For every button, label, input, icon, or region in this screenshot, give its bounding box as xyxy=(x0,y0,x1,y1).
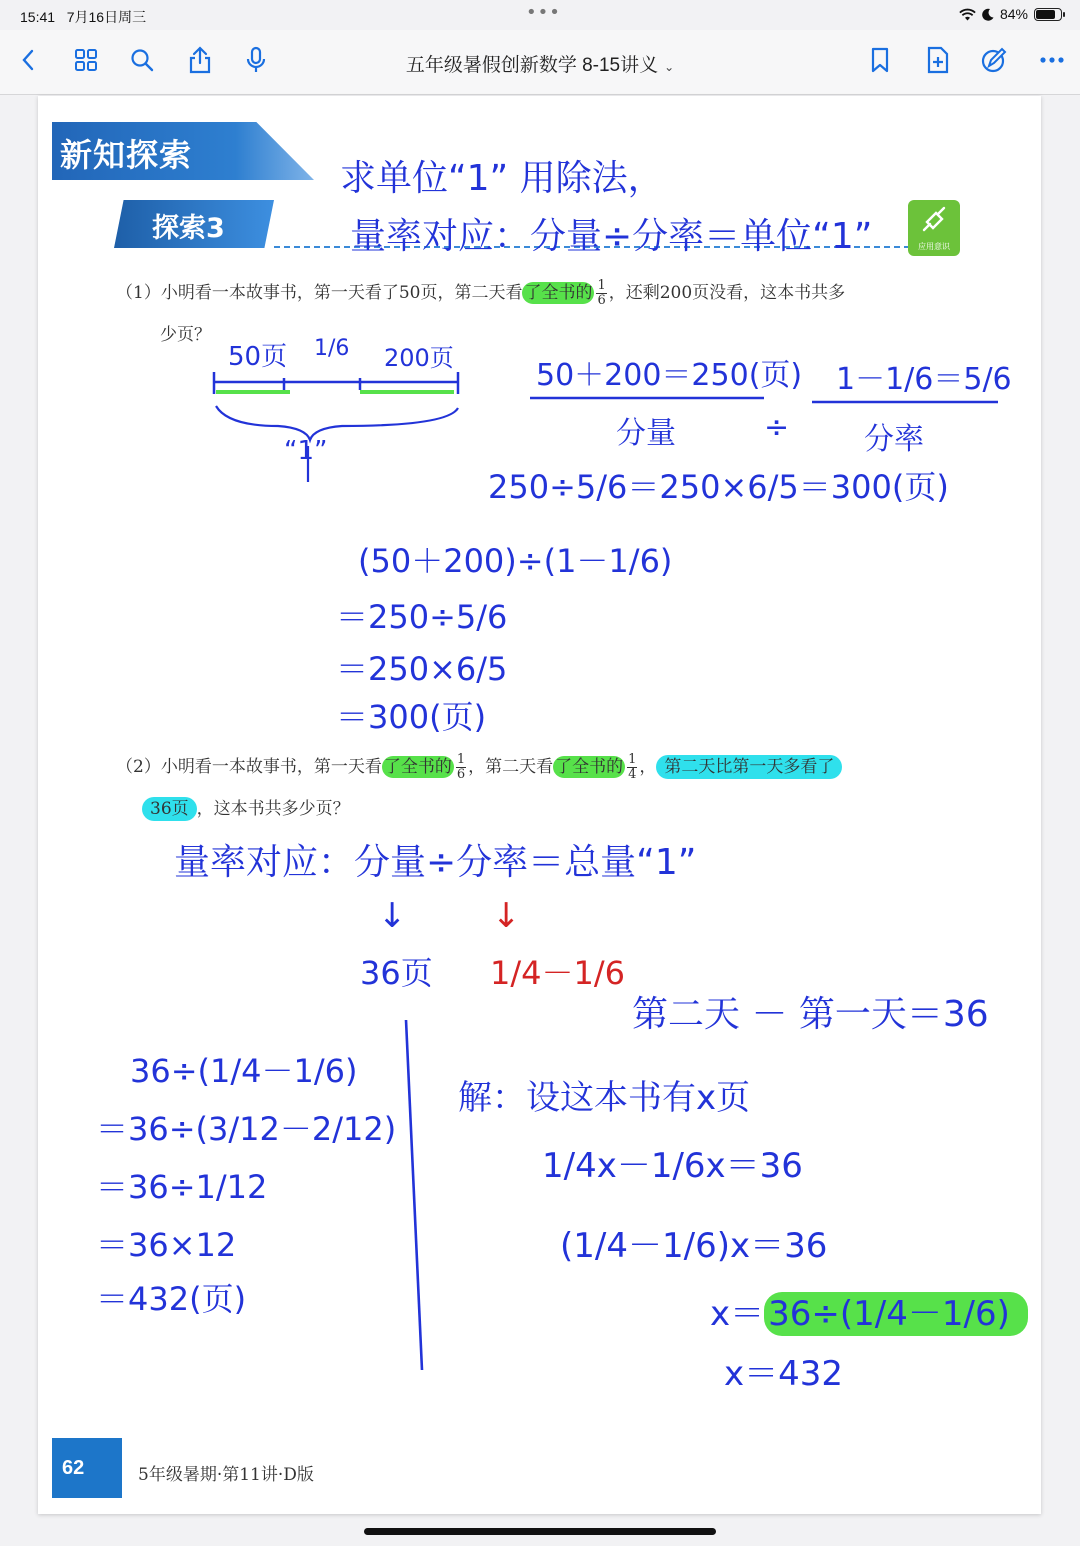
search-icon[interactable] xyxy=(126,44,158,76)
value-frac-diff: 1/4－1/6 xyxy=(490,954,626,992)
back-icon[interactable] xyxy=(12,44,44,76)
question-1-line2: 少页？ xyxy=(160,325,211,345)
method1-step4: ＝36×12 xyxy=(96,1226,237,1264)
method1-step2: ＝36÷(3/12－2/12) xyxy=(96,1110,397,1148)
eq-part-amount: 50＋200＝250(页) xyxy=(536,358,803,393)
chevron-down-icon: ⌄ xyxy=(664,60,675,74)
home-indicator[interactable] xyxy=(364,1528,716,1535)
multitasking-dots[interactable]: ••• xyxy=(526,2,561,23)
highlight-answer: 36÷(1/4－1/6) xyxy=(764,1292,1028,1336)
eq-rate: 1－1/6＝5/6 xyxy=(836,362,1012,397)
document-page[interactable] xyxy=(38,96,1041,1514)
moon-icon xyxy=(982,8,994,21)
method1-step5: ＝432(页) xyxy=(96,1280,247,1318)
arrow-down-icon-red: ↓ xyxy=(492,896,521,936)
arrow-down-icon: ↓ xyxy=(378,896,407,936)
label-fenliang: 分量 xyxy=(616,416,676,451)
method2-eq3: x＝ 36÷(1/4－1/6) xyxy=(710,1286,1028,1335)
method2-eq1: 1/4x－1/6x＝36 xyxy=(542,1146,803,1186)
fraction-q2-b: $\frac{1}{4}$ xyxy=(628,752,637,782)
highlight-q2-d: 36页 xyxy=(142,797,197,821)
fraction-q1: $\frac{1}{6}$ xyxy=(597,278,606,308)
wifi-icon xyxy=(959,8,976,21)
method2-relation: 第二天 － 第一天＝36 xyxy=(632,994,989,1035)
division-sign: ÷ xyxy=(764,410,790,445)
question-1: （1）小明看一本故事书，第一天看了50页，第二天看 了全书的 $\frac{1}{6}$ ，还剩200页没看，这本书共多 xyxy=(116,278,846,308)
method2-let: 解：设这本书有x页 xyxy=(458,1078,751,1118)
note-unit-one: 求单位“1” 用除法， xyxy=(340,158,664,199)
page-footer: 5年级暑期·第11讲·D版 xyxy=(138,1465,314,1485)
battery-percent: 84% xyxy=(999,6,1028,22)
method2-answer: x＝432 xyxy=(724,1354,844,1394)
status-bar xyxy=(0,0,1080,30)
status-right xyxy=(959,6,1062,22)
step-2: ＝250÷5/6 xyxy=(336,598,508,636)
document-title[interactable]: 五年级暑假创新数学 8-15讲义 ⌄ xyxy=(405,55,675,76)
page-number: 62 xyxy=(52,1438,122,1498)
diagram-label-200: 200页 xyxy=(384,344,454,372)
diagram-label-50: 50页 xyxy=(228,342,288,372)
microphone-icon[interactable] xyxy=(240,44,272,76)
step-4: ＝300(页) xyxy=(336,698,487,736)
method1-step3: ＝36÷1/12 xyxy=(96,1168,268,1206)
method1-step1: 36÷(1/4－1/6) xyxy=(130,1052,358,1090)
diagram-label-one: “1” xyxy=(284,436,328,466)
question-2: （2）小明看一本故事书，第一天看 了全书的 $\frac{1}{6}$ ，第二天看 了全书的 $\frac{1}{4}$ ， 第二天比第一天多看了 xyxy=(116,752,842,782)
eq-result-1: 250÷5/6＝250×6/5＝300(页) xyxy=(488,468,949,506)
method2-eq2: (1/4－1/6)x＝36 xyxy=(560,1226,828,1266)
value-36: 36页 xyxy=(360,954,433,992)
grid-icon[interactable] xyxy=(70,44,102,76)
add-page-icon[interactable] xyxy=(922,44,954,76)
section-tag-label: 探索3 xyxy=(152,213,225,244)
more-icon[interactable] xyxy=(1036,44,1068,76)
label-fenlv: 分率 xyxy=(864,422,924,457)
highlight-q2-a: 了全书的 xyxy=(383,757,452,777)
share-icon[interactable] xyxy=(184,44,216,76)
step-1: (50＋200)÷(1－1/6) xyxy=(358,542,673,580)
diagram-label-frac: 1/6 xyxy=(314,336,350,361)
bookmark-icon[interactable] xyxy=(864,44,896,76)
battery-icon xyxy=(1034,8,1062,21)
highlight-q1: 了全书的 xyxy=(524,283,593,303)
reader-toolbar xyxy=(0,30,1080,95)
highlight-q2-b: 了全书的 xyxy=(555,757,624,777)
step-3: ＝250×6/5 xyxy=(336,650,508,688)
note-correspondence: 量率对应：分量÷分率＝单位“1” xyxy=(350,216,873,257)
note-total: 量率对应：分量÷分率＝总量“1” xyxy=(174,842,697,883)
banner-title: 新知探索 xyxy=(60,136,193,174)
fraction-q2-a: $\frac{1}{6}$ xyxy=(456,752,466,782)
question-2-line2: 36页 ，这本书共多少页？ xyxy=(142,794,350,819)
highlight-q2-c: 第二天比第一天多看了 xyxy=(656,755,842,779)
app-tag-label: 应用意识 xyxy=(918,242,950,251)
status-time: 15:41 7月16日周三 xyxy=(20,9,147,25)
pen-icon[interactable] xyxy=(978,44,1010,76)
